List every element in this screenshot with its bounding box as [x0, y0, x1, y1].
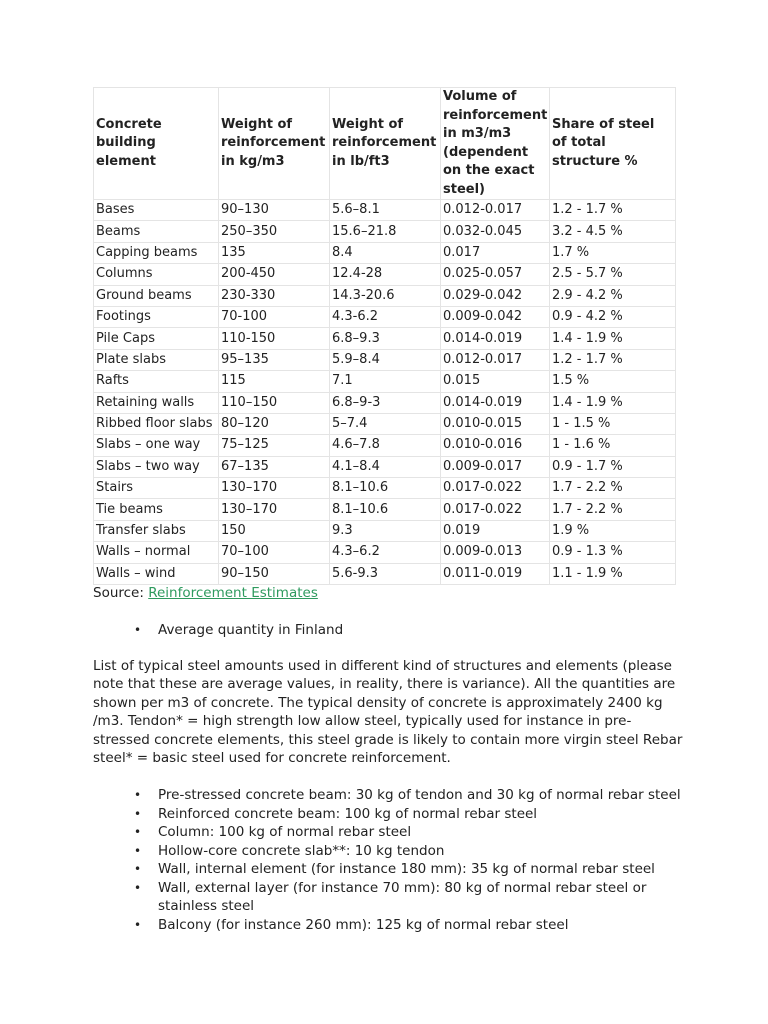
- cell-element: Slabs – one way: [94, 435, 219, 456]
- table-row: [94, 392, 676, 413]
- cell-weight-lb: 4.1–8.4: [330, 456, 441, 477]
- source-label: Source:: [93, 585, 149, 601]
- bullet-icon: •: [134, 788, 142, 802]
- finland-list: [134, 621, 343, 640]
- table-row: [94, 435, 676, 456]
- table-row: [94, 242, 676, 263]
- cell-weight-lb: 5.9–8.4: [330, 349, 441, 370]
- table-row: [94, 349, 676, 370]
- cell-weight-kg: 110–150: [219, 392, 330, 413]
- header-weight-kg: Weight of reinforcement in kg/m3: [219, 88, 330, 200]
- table-row: [94, 328, 676, 349]
- cell-weight-kg: 80–120: [219, 413, 330, 434]
- cell-element: Slabs – two way: [94, 456, 219, 477]
- cell-element: Stairs: [94, 478, 219, 499]
- cell-weight-kg: 70-100: [219, 306, 330, 327]
- table-row: [94, 200, 676, 221]
- cell-share: 2.5 - 5.7 %: [550, 264, 676, 285]
- cell-weight-kg: 70–100: [219, 542, 330, 563]
- cell-volume: 0.032-0.045: [441, 221, 550, 242]
- table-row: [94, 478, 676, 499]
- table-row: [94, 563, 676, 584]
- cell-element: Retaining walls: [94, 392, 219, 413]
- cell-weight-kg: 67–135: [219, 456, 330, 477]
- table-row: [94, 371, 676, 392]
- cell-element: Walls – wind: [94, 563, 219, 584]
- cell-share: 1 - 1.6 %: [550, 435, 676, 456]
- cell-weight-lb: 6.8–9-3: [330, 392, 441, 413]
- list-item: [134, 823, 694, 842]
- cell-weight-lb: 7.1: [330, 371, 441, 392]
- header-element: Concrete building element: [94, 88, 219, 200]
- cell-share: 1 - 1.5 %: [550, 413, 676, 434]
- cell-share: 1.4 - 1.9 %: [550, 328, 676, 349]
- list-item: [134, 842, 694, 861]
- cell-weight-lb: 5.6-9.3: [330, 563, 441, 584]
- header-weight-lb: Weight of reinforcement in lb/ft3: [330, 88, 441, 200]
- cell-element: Footings: [94, 306, 219, 327]
- cell-weight-lb: 5.6–8.1: [330, 200, 441, 221]
- cell-weight-kg: 110-150: [219, 328, 330, 349]
- list-item-text: Wall, external layer (for instance 70 mm): 80 kg of normal rebar steel or stainless steel: [158, 879, 647, 914]
- cell-share: 1.7 - 2.2 %: [550, 478, 676, 499]
- cell-weight-lb: 15.6–21.8: [330, 221, 441, 242]
- cell-volume: 0.019: [441, 520, 550, 541]
- cell-weight-kg: 250–350: [219, 221, 330, 242]
- cell-share: 1.2 - 1.7 %: [550, 349, 676, 370]
- cell-element: Bases: [94, 200, 219, 221]
- bullet-icon: •: [134, 825, 142, 839]
- cell-share: 1.7 - 2.2 %: [550, 499, 676, 520]
- cell-volume: 0.015: [441, 371, 550, 392]
- bullet-icon: •: [134, 623, 142, 637]
- body-paragraph: List of typical steel amounts used in different kind of structures and elements (please note that these are average values, in reality, there is variance). All the quantities are shown per m3 of concrete. The typical density of concrete is approximately 2400 kg /m3. Tendon* = high strength low allow steel, typically used for instance in pre-stressed concrete elements, this steel grade is likely to contain more virgin steel Rebar steel* = basic steel used for concrete reinforcement.: [93, 658, 683, 767]
- cell-weight-lb: 8.1–10.6: [330, 478, 441, 499]
- list-item-text: Hollow-core concrete slab**: 10 kg tendon: [158, 842, 445, 859]
- table-row: [94, 456, 676, 477]
- cell-weight-kg: 75–125: [219, 435, 330, 456]
- cell-volume: 0.017: [441, 242, 550, 263]
- cell-element: Ribbed floor slabs: [94, 413, 219, 434]
- bullet-icon: •: [134, 843, 142, 858]
- cell-volume: 0.009-0.013: [441, 542, 550, 563]
- cell-weight-kg: 130–170: [219, 478, 330, 499]
- cell-weight-kg: 135: [219, 242, 330, 263]
- cell-volume: 0.010-0.016: [441, 435, 550, 456]
- cell-volume: 0.012-0.017: [441, 200, 550, 221]
- cell-volume: 0.009-0.042: [441, 306, 550, 327]
- cell-element: Plate slabs: [94, 349, 219, 370]
- table-body: [94, 200, 676, 585]
- cell-element: Columns: [94, 264, 219, 285]
- cell-share: 2.9 - 4.2 %: [550, 285, 676, 306]
- cell-share: 0.9 - 1.7 %: [550, 456, 676, 477]
- cell-volume: 0.014-0.019: [441, 392, 550, 413]
- cell-volume: 0.011-0.019: [441, 563, 550, 584]
- cell-volume: 0.010-0.015: [441, 413, 550, 434]
- table-row: [94, 520, 676, 541]
- cell-weight-lb: 8.4: [330, 242, 441, 263]
- cell-volume: 0.029-0.042: [441, 285, 550, 306]
- table-row: [94, 264, 676, 285]
- cell-share: 0.9 - 4.2 %: [550, 306, 676, 327]
- cell-volume: 0.014-0.019: [441, 328, 550, 349]
- cell-weight-lb: 14.3-20.6: [330, 285, 441, 306]
- table-row: [94, 542, 676, 563]
- list-item: [134, 860, 694, 879]
- cell-element: Transfer slabs: [94, 520, 219, 541]
- cell-share: 0.9 - 1.3 %: [550, 542, 676, 563]
- bullet-icon: •: [134, 806, 142, 821]
- cell-weight-kg: 90–150: [219, 563, 330, 584]
- cell-weight-lb: 12.4-28: [330, 264, 441, 285]
- table-row: [94, 306, 676, 327]
- bullet-icon: •: [134, 862, 142, 876]
- cell-element: Pile Caps: [94, 328, 219, 349]
- cell-weight-lb: 6.8–9.3: [330, 328, 441, 349]
- list-item-text: Wall, internal element (for instance 180 mm): 35 kg of normal rebar steel: [158, 861, 655, 877]
- table-header-row: [94, 88, 676, 200]
- list-item: [134, 621, 343, 640]
- cell-volume: 0.017-0.022: [441, 499, 550, 520]
- cell-weight-lb: 4.3-6.2: [330, 306, 441, 327]
- steel-quantity-list: [134, 786, 694, 934]
- list-item-text: Pre-stressed concrete beam: 30 kg of tendon and 30 kg of normal rebar steel: [158, 787, 681, 803]
- cell-share: 3.2 - 4.5 %: [550, 221, 676, 242]
- list-item: [134, 805, 694, 824]
- bullet-icon: •: [134, 880, 142, 895]
- header-share: Share of steel of total structure %: [550, 88, 676, 200]
- table-row: [94, 285, 676, 306]
- cell-volume: 0.009-0.017: [441, 456, 550, 477]
- cell-volume: 0.017-0.022: [441, 478, 550, 499]
- cell-element: Beams: [94, 221, 219, 242]
- table-row: [94, 499, 676, 520]
- reinforcement-table: [93, 87, 676, 585]
- cell-weight-kg: 200-450: [219, 264, 330, 285]
- list-item-text: Average quantity in Finland: [158, 622, 344, 638]
- header-volume: Volume of reinforcement in m3/m3 (dependent on the exact steel): [441, 88, 550, 200]
- list-item-text: Reinforced concrete beam: 100 kg of normal rebar steel: [158, 805, 538, 822]
- cell-share: 1.5 %: [550, 371, 676, 392]
- cell-share: 1.4 - 1.9 %: [550, 392, 676, 413]
- cell-weight-lb: 4.3–6.2: [330, 542, 441, 563]
- bullet-icon: •: [134, 917, 142, 932]
- cell-share: 1.7 %: [550, 242, 676, 263]
- table-row: [94, 221, 676, 242]
- list-item-text: Balcony (for instance 260 mm): 125 kg of normal rebar steel: [158, 916, 569, 933]
- cell-weight-kg: 130–170: [219, 499, 330, 520]
- cell-element: Tie beams: [94, 499, 219, 520]
- source-link[interactable]: Reinforcement Estimates: [148, 585, 318, 601]
- cell-weight-lb: 5–7.4: [330, 413, 441, 434]
- cell-element: Rafts: [94, 371, 219, 392]
- list-item: [134, 916, 694, 935]
- cell-weight-kg: 115: [219, 371, 330, 392]
- cell-element: Ground beams: [94, 285, 219, 306]
- list-item-text: Column: 100 kg of normal rebar steel: [158, 824, 412, 840]
- source-line: [93, 585, 318, 601]
- cell-element: Capping beams: [94, 242, 219, 263]
- cell-weight-lb: 4.6–7.8: [330, 435, 441, 456]
- cell-weight-lb: 8.1–10.6: [330, 499, 441, 520]
- cell-weight-kg: 150: [219, 520, 330, 541]
- cell-element: Walls – normal: [94, 542, 219, 563]
- cell-weight-kg: 90–130: [219, 200, 330, 221]
- cell-weight-kg: 230-330: [219, 285, 330, 306]
- cell-weight-kg: 95–135: [219, 349, 330, 370]
- cell-share: 1.1 - 1.9 %: [550, 563, 676, 584]
- cell-weight-lb: 9.3: [330, 520, 441, 541]
- list-item: [134, 879, 694, 916]
- cell-share: 1.2 - 1.7 %: [550, 200, 676, 221]
- list-item: [134, 786, 694, 805]
- table-row: [94, 413, 676, 434]
- cell-share: 1.9 %: [550, 520, 676, 541]
- cell-volume: 0.025-0.057: [441, 264, 550, 285]
- cell-volume: 0.012-0.017: [441, 349, 550, 370]
